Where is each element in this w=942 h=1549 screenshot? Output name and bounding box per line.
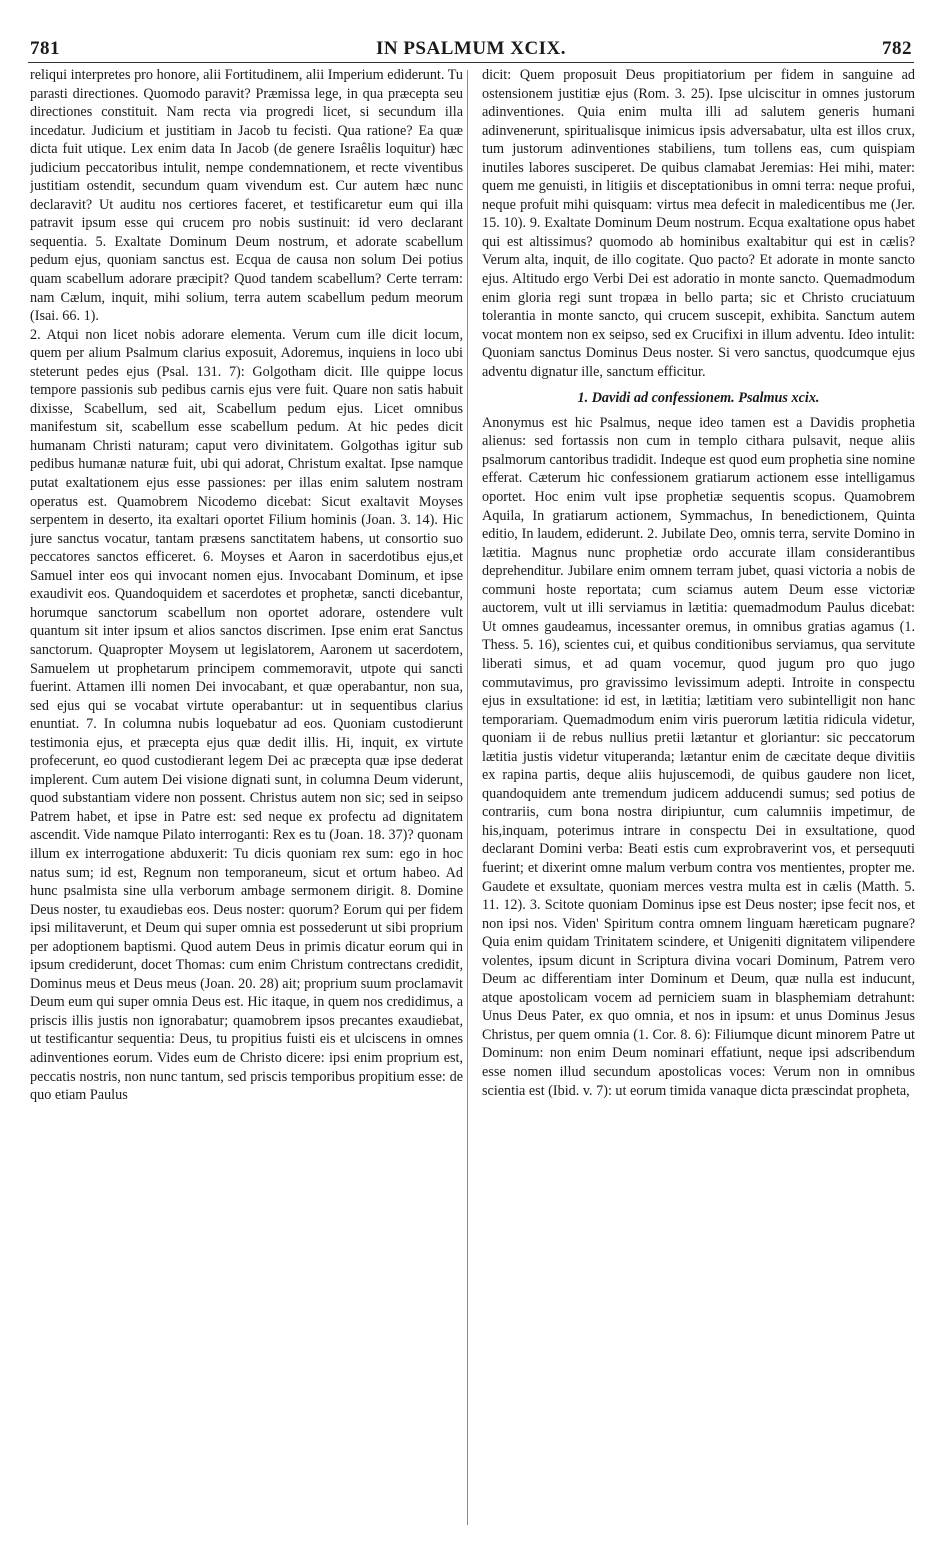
page-number-right: 782 <box>882 38 912 59</box>
right-column <box>482 66 915 1531</box>
paragraph: 2. Atqui non licet nobis adorare elementa. Verum cum ille dicit locum, quem per alium Psalmum clarius exposuit, Adoremus, inquiens in loco ubi steterunt pedes ejus (Psal. 131. 7): Golgotham dicit. Ille quippe locus tempore passionis sub pedibus carnis ejus vere fuit. Quare non satis habuit dixisse, Scabellum, sed ait, Scabellum pedum ejus. Licet omnibus manifestum sit, scabellum esse scabellum pedum. At hic pedes dicit humanam Christi naturam; caput vero divinitatem. Golgothas igitur sub pedibus humanæ naturæ fuit, ubi qui adorat, Christum exaltat. Ipse namque putat exaltationem ejus esse passiones: per illas enim salutem nostram operatus est. Quamobrem Nicodemo dicebat: Sicut exaltavit Moyses serpentem in deserto, ita exaltari oportet Filium hominis (Joan. 3. 14). Hic jure sanctus vocatur, tantam præsens sanctitatem habens, ut consortio suo peccatores sanctos efficeret. 6. Moyses et Aaron in sacerdotibus ejus,et Samuel inter eos qui invocant nomen ejus. Invocabant Dominum, et ipse exaudivit eos. Quandoquidem et sacerdotes et prophetæ, sancti dicebantur, horumque sanctorum scabellum non oportet adorare, ostendere vult quantum sit inter ipsum et alios sanctos discrimen. Ipse enim erat Sanctus sanctorum. Quapropter Moysem ut legislatorem, Aaronem ut sacerdotem, Samuelem ut prophetarum principem commemoravit, utpote qui sancti fuerint. Attamen illi nomen Dei invocabant, et quæ operabantur, non sua, sed ejus qui se vocabat virtute operabantur: ut in sequentibus clarius enuntiat. 7. In columna nubis loquebatur ad eos. Quoniam custodierunt testimonia ejus, et præcepta ejus quæ dedit illis. Hi, inquit, ex virtute profecerunt, eo quod custodierant legem Dei ac præcepta quæ ipse dederat implerent. Cum autem Dei visione dignati sunt, in columna Deum viderunt, quod substantiam videre non possent. Christus autem non sic; sed in seipso Patrem habet, et ipse in Patre est: sed neque ex profectu ad dignitatem ascendit. Vide namque Pilato interroganti: Rex es tu (Joan. 18. 37)? quonam illum ex interrogatione abduxerit: Tu dicis quoniam rex sum: ego in hoc natus sum; id est, Regnum non temporaneum, sicut et ortum habeo. Ad hunc psalmista sine ulla verborum ambage sermonem dirigit. 8. Domine Deus noster, tu exaudiebas eos. Deus noster: quorum? Eorum qui per fidem ipsi militaverunt, et Deum qui super omnia est possederunt ut sibi proprium per adoptionem baptismi. Quod autem Deus in primis dicatur eorum qui in ipsum crediderunt, docet Thomas: cum enim Christum contrectans credidit, Dominus meus et Deus meus (Joan. 20. 28) ait; proprium suum proclamavit Deum eum qui super omnia Deus est. Hic itaque, in quem nos credidimus, a priscis illis justis non ignorabatur; quamobrem ipsos precantes exaudiebat, ut testificantur sequentia: Deus, tu propitius fuisti eis et ulciscens in omnes adinventiones eorum. Vides eum de Christo dicere: ipsi enim proprium est, peccatis nostris, non nunc tantum, sed priscis temporibus propitium esse: de quo etiam Paulus <box>30 326 463 1104</box>
paragraph: Anonymus est hic Psalmus, neque ideo tamen est a Davidis prophetia alienus: sed fortassis non cum in templo cithara pulsavit, neque aliis psalmorum cantoribus tradidit. Indeque est quod eum prophetia sine nomine efferat. Cæterum hic confessionem gratiarum actionem esse intelligamus oportet. Hoc enim vult ipse prophetiæ sequentis scopus. Quamobrem Aquila, In gratiarum actionem, Symmachus, In benedictionem, Quinta editio, In laudem, ediderunt. 2. Jubilate Deo, omnis terra, servite Domino in lætitia. Magnus nunc prophetiæ ordo accurate illam considerantibus deprehenditur. Jubilare enim omnem terram jubet, quasi victoria a nobis de communi hoste reportata; cum sciamus autem Deum esse victoriæ auctorem, vult ut illi serviamus in lætitia: quemadmodum Paulus dicebat: Ut omnes gaudeamus, incessanter oremus, in omnibus gratias agamus (1. Thess. 5. 16), scientes cui, et quibus conditionibus serviamus, qua servitute liberati simus, et ad quam vocemur, quod jugum pro quo jugo commutavimus, pro gravissimo levissimum adepti. Introite in conspectu ejus in exsultatione: id est, in lætitia; lætitiam vero subintelligit non hanc temporariam. Quemadmodum enim viris puerorum lætitia ridicula videtur, quoniam ii de rebus nullius pretii lætantur et gloriantur: sic peccatorum lætitia justis videtur vituperanda; lætantur enim de cæcitate deque divitiis ex rapina partis, deque aliis hujuscemodi, de quibus gaudere non licet, quandoquidem ante tremendum judicem adducendi sumus; sed potius de contrariis, cum bona nostra diripiuntur, cum calumniis impetimur, de his,inquam, poterimus intrare in conspectu Dei in exsultatione, quod declarant Domini verba: Beati estis cum exprobraverint vos, et persequuti fuerint; et dixerint omne malum verbum contra vos mentientes, propter me. Gaudete et exsultate, quoniam merces vestra multa est in cælis (Matth. 5. 11. 12). 3. Scitote quoniam Dominus ipse est Deus noster; ipse fecit nos, et non ipsi nos. Viden' Spiritum contra omnem linguam hæreticam pugnare? Quia enim quidam Trinitatem scindere, et Unigeniti dignitatem vilipendere volentes, ipsum dicunt in Scriptura divina vocari Dominum, Patrem vero Deum ac differentiam inter Dominum et Deum, quæ nulla est inducunt, atque apostolicam vocem ad perniciem suam in blasphemiam detrahunt: Unus Deus Pater, ex quo omnia, et nos in ipsum: et unus Dominus Jesus Christus, per quem omnia (1. Cor. 8. 6): Filiumque dicunt minorem Patre ut Dominum: non enim Deum nominari effatiunt, neque ipsi adscribendum esse nomen illud secundum apostolicas voces: Verum non in omnibus scientia est (Ibid. v. 7): ut eorum timida vanaque dicta præscindat propheta, <box>482 414 915 1099</box>
page-number-left: 781 <box>30 38 60 59</box>
paragraph: reliqui interpretes pro honore, alii Fortitudinem, alii Imperium ediderunt. Tu parasti directiones. Quomodo paravit? Præmissa lege, in qua præcepta seu directiones constituit. Nam recta via progredi licet, si secundum illa incedatur. Judicium et justitiam in Jacob tu fecisti. Qua ratione? Ea quæ dicta fuit utique. Lex enim data In Jacob (de genere Israêlis loquitur) hæc judicium peccatoribus intulit, nempe condemnationem, et recte viventibus justitiam ostendit, secundum quam vivendum est. Cur autem hæc nunc declaravit? Ut auditu nos certiores faceret, et testificaretur eum qui illa patravit ipsum esse qui crucem pro nobis sustinuit: id vero declarant sequentia. 5. Exaltate Dominum Deum nostrum, et adorate scabellum pedum ejus, quoniam sanctus est. Ecqua de causa non solum Dei potius quam scabellum adorare præcipit? Quod tandem scabellum? Certe terram: nam Cælum, inquit, mihi solium, terra autem scabellum pedum meorum (Isai. 66. 1). <box>30 67 463 325</box>
section-heading: 1. Davidi ad confessionem. Psalmus xcix. <box>577 390 820 407</box>
column-divider <box>467 70 468 1525</box>
paragraph: dicit: Quem proposuit Deus propitiatorium per fidem in sanguine ad ostensionem justitiæ ejus (Rom. 3. 25). Ipse ulciscitur in omnes justorum adinventiones. Quia enim multa illi ad salutem generis humani adinvenerunt, spiritualisque inimicus ipsis adversabatur, ulta est illos crux, tum justorum adinventiones stabiliens, tum tollens eas, cum quispiam inutiles labores susciperet. De quibus clamabat Jeremias: Hei mihi, mater: quem me genuisti, in litigiis et disceptationibus in omni terra: neque profui, neque profuit mihi quisquam: virtus mea defecit in maledicentibus me (Jer. 15. 10). 9. Exaltate Dominum Deum nostrum. Ecqua exaltatione opus habet qui est altissimus? quomodo ab hominibus exaltabitur qui est in cælis? Verum alta, inquit, de illo cogitate. Quo pacto? Et adorate in monte sancto ejus. Altitudo ergo Verbi Dei est adoratio in monte sancto. Quemadmodum enim gloria regi sunt tropæa in bello parta; sic et Christo cruciatuum tolerantia in monte sancto, qui crucem suscepit, exhibita. Sanctum autem vocat montem non ex seipso, sed ex Crucifixi in illum adventu. Ideo intulit: Quoniam sanctus Dominus Deus noster. Si vero sanctus, quodcumque ejus adventu dignatur ille, sanctum efficitur. <box>482 67 915 380</box>
running-title: IN PSALMUM XCIX. <box>375 38 567 59</box>
page-header <box>28 28 914 63</box>
left-column <box>30 66 463 1531</box>
